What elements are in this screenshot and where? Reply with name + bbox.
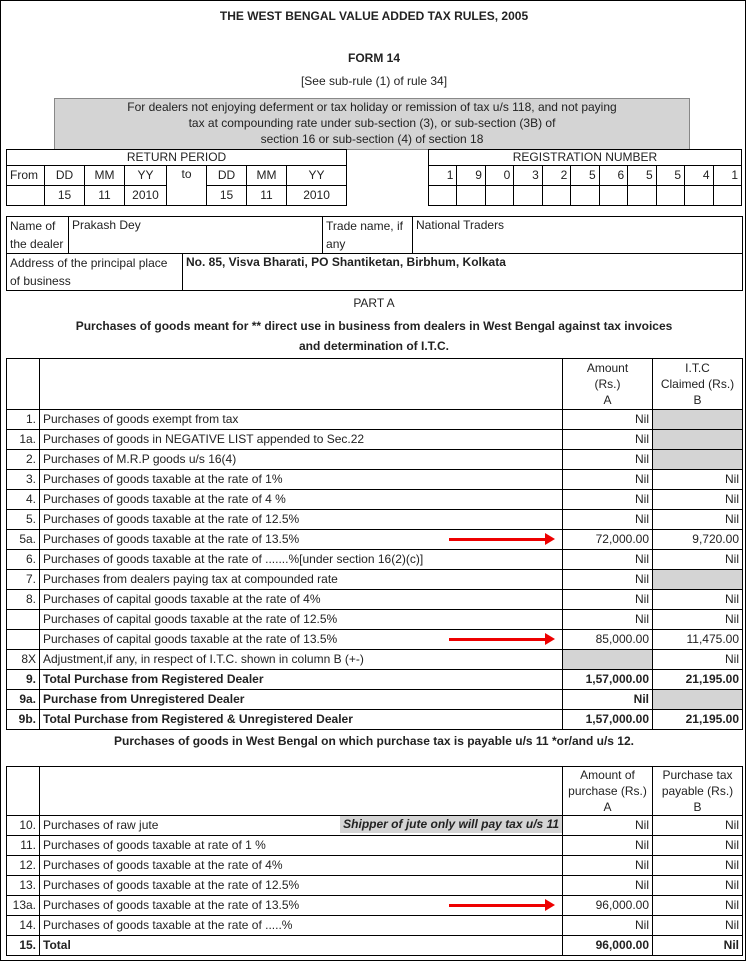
row-description xyxy=(40,876,563,896)
return-period-table xyxy=(6,149,347,206)
table-row xyxy=(7,450,743,470)
amount-a: 1,57,000.00 xyxy=(563,670,653,690)
row-number: 5. xyxy=(7,510,40,530)
registration-title: REGISTRATION NUMBER xyxy=(429,150,742,166)
amount-a: Nil xyxy=(563,490,653,510)
amount-a: Nil xyxy=(563,816,653,836)
row-number: 13. xyxy=(7,876,40,896)
table-row xyxy=(7,856,743,876)
description-text: Total Purchase from Registered Dealer xyxy=(43,672,264,686)
amount-b xyxy=(653,430,743,450)
description-text: Purchases from dealers paying tax at compounded rate xyxy=(43,572,338,586)
yy-label: YY xyxy=(287,166,347,186)
description-text: Purchase from Unregistered Dealer xyxy=(43,692,245,706)
yy-label: YY xyxy=(125,166,167,186)
description-text: Purchases of goods exempt from tax xyxy=(43,412,239,426)
description-text: Purchases of goods taxable at the rate of .....% xyxy=(43,918,293,932)
amount-b xyxy=(653,410,743,430)
table-row xyxy=(7,710,743,730)
description-text: Purchases of capital goods taxable at the rate of 12.5% xyxy=(43,612,338,626)
amount-b: 21,195.00 xyxy=(653,670,743,690)
row-description xyxy=(40,816,563,836)
part-a-heading: Purchases of goods meant for ** direct use in business from dealers in West Bengal against tax invoices xyxy=(75,319,673,333)
dealer-name: Prakash Dey xyxy=(69,217,323,254)
amount-b: Nil xyxy=(653,590,743,610)
dd-label: DD xyxy=(45,166,85,186)
amount-a: Nil xyxy=(563,570,653,590)
part-a-heading-2: and determination of I.T.C. xyxy=(298,339,449,353)
table-row xyxy=(7,430,743,450)
row-number: 10. xyxy=(7,816,40,836)
part-a-title: PART A xyxy=(353,296,395,310)
amount-a: Nil xyxy=(563,856,653,876)
amount-a: Nil xyxy=(563,430,653,450)
dealer-name-label: Name of the dealer xyxy=(7,217,69,254)
description-text: Purchases of capital goods taxable at the rate of 4% xyxy=(43,592,321,606)
description-text: Purchases of goods taxable at the rate of 1% xyxy=(43,472,283,486)
row-description xyxy=(40,410,563,430)
form-title: THE WEST BENGAL VALUE ADDED TAX RULES, 2005 xyxy=(219,9,529,23)
row-description xyxy=(40,690,563,710)
description-text: Purchases of goods in NEGATIVE LIST appended to Sec.22 xyxy=(43,432,365,446)
row-description xyxy=(40,450,563,470)
amount-a: Nil xyxy=(563,410,653,430)
description-text: Purchases of raw jute xyxy=(43,818,159,832)
description-text: Purchases of goods taxable at the rate of 13.5% xyxy=(43,532,300,546)
table-row xyxy=(7,470,743,490)
amount-b: Nil xyxy=(653,550,743,570)
amount-b: Nil xyxy=(653,510,743,530)
to-dd: 15 xyxy=(207,186,247,206)
amount-a: Nil xyxy=(563,470,653,490)
registration-digit: 5 xyxy=(628,166,656,186)
registration-blank xyxy=(685,186,713,206)
amount-b xyxy=(653,450,743,470)
trade-name: National Traders xyxy=(413,217,743,254)
registration-digit: 9 xyxy=(457,166,485,186)
row-description xyxy=(40,936,563,956)
row-description xyxy=(40,530,563,550)
row-number: 6. xyxy=(7,550,40,570)
red-arrow-icon xyxy=(449,904,547,907)
amount-a: 1,57,000.00 xyxy=(563,710,653,730)
registration-digit: 5 xyxy=(656,166,684,186)
row-description xyxy=(40,896,563,916)
row-number: 8X xyxy=(7,650,40,670)
row-number: 4. xyxy=(7,490,40,510)
amount-b: Nil xyxy=(653,470,743,490)
row-description xyxy=(40,630,563,650)
amount-b: Nil xyxy=(653,836,743,856)
registration-digit: 2 xyxy=(542,166,570,186)
registration-blank xyxy=(457,186,485,206)
row-number: 1. xyxy=(7,410,40,430)
registration-blank xyxy=(628,186,656,206)
registration-blank xyxy=(485,186,513,206)
description-text: Purchases of goods taxable at the rate of .......%[under section 16(2)(c)] xyxy=(43,552,424,566)
amount-a: Nil xyxy=(563,610,653,630)
table-row xyxy=(7,590,743,610)
mm-label: MM xyxy=(85,166,125,186)
note-line: tax at compounding rate under sub-section (3), or sub-section (3B) of xyxy=(188,116,556,130)
row-description xyxy=(40,650,563,670)
from-mm: 11 xyxy=(85,186,125,206)
table-row xyxy=(7,836,743,856)
row-description xyxy=(40,670,563,690)
description-text: Purchases of goods taxable at the rate of 4% xyxy=(43,858,283,872)
amount-a: Nil xyxy=(563,450,653,470)
row-number: 11. xyxy=(7,836,40,856)
amount-b: Nil xyxy=(653,610,743,630)
table-row xyxy=(7,896,743,916)
sub-rule: [See sub-rule (1) of rule 34] xyxy=(300,74,448,88)
registration-digit: 1 xyxy=(429,166,457,186)
description-text: Purchases of goods taxable at the rate of 4 % xyxy=(43,492,286,506)
table-row xyxy=(7,570,743,590)
table-row xyxy=(7,936,743,956)
table-row xyxy=(7,876,743,896)
description-text: Total xyxy=(43,938,71,952)
dealer-address: No. 85, Visva Bharati, PO Shantiketan, Birbhum, Kolkata xyxy=(183,254,743,291)
amount-a: Nil xyxy=(563,916,653,936)
row-number: 13a. xyxy=(7,896,40,916)
amount-a: 96,000.00 xyxy=(563,896,653,916)
registration-digit: 3 xyxy=(514,166,542,186)
purchase-tax-table xyxy=(6,766,743,956)
row-description xyxy=(40,430,563,450)
table-row xyxy=(7,410,743,430)
amount-b: Nil xyxy=(653,876,743,896)
amount-a xyxy=(563,650,653,670)
row-description xyxy=(40,490,563,510)
registration-digit: 6 xyxy=(599,166,627,186)
amount-b: Nil xyxy=(653,490,743,510)
dealer-info-table xyxy=(6,216,743,291)
mm-label: MM xyxy=(247,166,287,186)
table-row xyxy=(7,916,743,936)
column-b-header: I.T.C Claimed (Rs.) B xyxy=(653,359,743,410)
itc-purchases-table xyxy=(6,358,743,730)
amount-a: 96,000.00 xyxy=(563,936,653,956)
red-arrow-icon xyxy=(449,538,547,541)
row-description xyxy=(40,916,563,936)
row-number: 7. xyxy=(7,570,40,590)
description-text: Adjustment,if any, in respect of I.T.C. shown in column B (+-) xyxy=(43,652,364,666)
table-row xyxy=(7,650,743,670)
registration-blank xyxy=(599,186,627,206)
row-description xyxy=(40,710,563,730)
row-number: 14. xyxy=(7,916,40,936)
row-number: 9. xyxy=(7,670,40,690)
form-number: FORM 14 xyxy=(347,51,400,65)
column-a-header: Amount (Rs.) A xyxy=(563,359,653,410)
description-text: Purchases of goods taxable at the rate of 12.5% xyxy=(43,512,300,526)
amount-a: 85,000.00 xyxy=(563,630,653,650)
amount-b: Nil xyxy=(653,650,743,670)
table-row xyxy=(7,630,743,650)
row-description xyxy=(40,836,563,856)
table-row xyxy=(7,510,743,530)
table-row xyxy=(7,530,743,550)
from-label: From xyxy=(7,166,45,186)
amount-b: 21,195.00 xyxy=(653,710,743,730)
note-line: section 16 or sub-section (4) of section 18 xyxy=(260,132,484,146)
row-description xyxy=(40,590,563,610)
amount-a: Nil xyxy=(563,590,653,610)
row-number: 1a. xyxy=(7,430,40,450)
row-number: 12. xyxy=(7,856,40,876)
amount-b: Nil xyxy=(653,816,743,836)
registration-number-table xyxy=(428,149,742,206)
note-line: For dealers not enjoying deferment or tax holiday or remission of tax u/s 118, and not paying xyxy=(127,100,617,114)
amount-a: 72,000.00 xyxy=(563,530,653,550)
table-row xyxy=(7,490,743,510)
registration-digit: 5 xyxy=(571,166,599,186)
from-yy: 2010 xyxy=(125,186,167,206)
description-text: Purchases of goods taxable at the rate of 12.5% xyxy=(43,878,300,892)
from-dd: 15 xyxy=(45,186,85,206)
row-number: 3. xyxy=(7,470,40,490)
row-number: 9b. xyxy=(7,710,40,730)
to-label: to xyxy=(167,166,207,206)
purchase-tax-heading: Purchases of goods in West Bengal on which purchase tax is payable u/s 11 *or/and u/s 12. xyxy=(114,734,634,748)
amount-b: Nil xyxy=(653,856,743,876)
row-description xyxy=(40,470,563,490)
row-description xyxy=(40,610,563,630)
table-row xyxy=(7,816,743,836)
row-number: 15. xyxy=(7,936,40,956)
table-row xyxy=(7,670,743,690)
amount-b: Nil xyxy=(653,896,743,916)
registration-blank xyxy=(514,186,542,206)
trade-name-label: Trade name, if any xyxy=(323,217,413,254)
row-number xyxy=(7,610,40,630)
to-mm: 11 xyxy=(247,186,287,206)
amount-a: Nil xyxy=(563,550,653,570)
description-text: Purchases of capital goods taxable at the rate of 13.5% xyxy=(43,632,338,646)
registration-digit: 4 xyxy=(685,166,713,186)
row-description xyxy=(40,570,563,590)
description-text: Purchases of goods taxable at rate of 1 % xyxy=(43,838,266,852)
to-yy: 2010 xyxy=(287,186,347,206)
description-text: Total Purchase from Registered & Unregistered Dealer xyxy=(43,712,353,726)
amount-b: 9,720.00 xyxy=(653,530,743,550)
amount-b: Nil xyxy=(653,916,743,936)
amount-a: Nil xyxy=(563,876,653,896)
applicability-note xyxy=(54,98,690,150)
red-arrow-icon xyxy=(449,638,547,641)
row-number xyxy=(7,630,40,650)
amount-a: Nil xyxy=(563,836,653,856)
row-description xyxy=(40,510,563,530)
row-number: 8. xyxy=(7,590,40,610)
row-description xyxy=(40,550,563,570)
column-b-header: Purchase tax payable (Rs.) B xyxy=(653,767,743,816)
amount-b: Nil xyxy=(653,936,743,956)
table-row xyxy=(7,690,743,710)
amount-a: Nil xyxy=(563,690,653,710)
row-number: 5a. xyxy=(7,530,40,550)
column-a-header: Amount of purchase (Rs.) A xyxy=(563,767,653,816)
registration-blank xyxy=(571,186,599,206)
amount-b: 11,475.00 xyxy=(653,630,743,650)
row-number: 2. xyxy=(7,450,40,470)
amount-b xyxy=(653,570,743,590)
registration-blank xyxy=(429,186,457,206)
return-period-title: RETURN PERIOD xyxy=(7,150,347,166)
registration-blank xyxy=(656,186,684,206)
registration-digit: 1 xyxy=(713,166,741,186)
registration-blank xyxy=(542,186,570,206)
dd-label: DD xyxy=(207,166,247,186)
jute-note: Shipper of jute only will pay tax u/s 11 xyxy=(340,816,562,833)
registration-digit: 0 xyxy=(485,166,513,186)
table-row xyxy=(7,610,743,630)
amount-a: Nil xyxy=(563,510,653,530)
address-label: Address of the principal place of business xyxy=(7,254,183,291)
row-description xyxy=(40,856,563,876)
table-row xyxy=(7,550,743,570)
description-text: Purchases of goods taxable at the rate of 13.5% xyxy=(43,898,300,912)
amount-b xyxy=(653,690,743,710)
row-number: 9a. xyxy=(7,690,40,710)
registration-blank xyxy=(713,186,741,206)
description-text: Purchases of M.R.P goods u/s 16(4) xyxy=(43,452,237,466)
